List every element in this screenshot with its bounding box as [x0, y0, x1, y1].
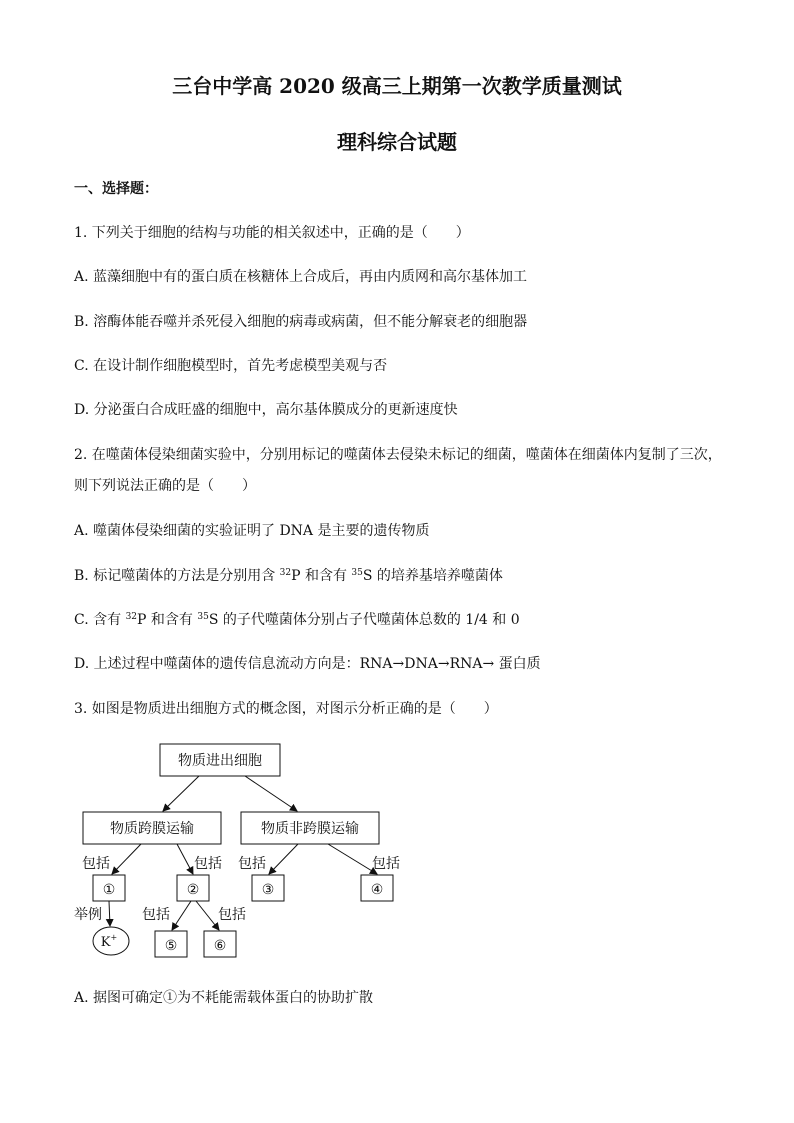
include-label-3: 包括	[238, 856, 266, 872]
include-label-5: 包括	[142, 907, 170, 923]
q2-option-c	[74, 609, 520, 629]
node2-label: ②	[186, 882, 200, 898]
node4-label: ④	[370, 882, 384, 898]
arrow-left-n1	[112, 844, 141, 874]
include-label-1: 包括	[82, 856, 110, 872]
left-label: 物质跨膜运输	[110, 821, 194, 837]
q1-option-a: A. 蓝藻细胞中有的蛋白质在核糖体上合成后，再由内质网和高尔基体加工	[74, 269, 528, 285]
q2-c-sup2: 35	[197, 612, 209, 622]
ion-label	[101, 933, 117, 950]
q2-c-text2: P 和含有	[137, 612, 198, 628]
q1-stem: 1. 下列关于细胞的结构与功能的相关叙述中，正确的是（ ）	[74, 225, 470, 241]
q2-b-sup1: 32	[279, 568, 292, 578]
q1-option-b: B. 溶酶体能吞噬并杀死侵入细胞的病毒或病菌，但不能分解衰老的细胞器	[74, 314, 528, 330]
arrow-right-n3	[269, 844, 298, 874]
arrow-left-n2	[177, 844, 193, 874]
root-label: 物质进出细胞	[178, 753, 262, 769]
exam-title: 三台中学高 2020 级高三上期第一次教学质量测试	[172, 74, 622, 98]
ion-sup: +	[110, 933, 118, 942]
q2-stem-line1: 2. 在噬菌体侵染细菌实验中，分别用标记的噬菌体去侵染未标记的细菌，噬菌体在细菌体内复制了三次，	[74, 447, 722, 463]
right-label: 物质非跨膜运输	[261, 821, 359, 837]
q2-b-text3: S 的培养基培养噬菌体	[362, 568, 503, 584]
q2-c-text1: C. 含有	[74, 612, 126, 628]
q2-b-text2: P 和含有	[291, 568, 352, 584]
include-label-6: 包括	[218, 907, 246, 923]
include-label-2: 包括	[194, 856, 222, 872]
q2-b-text1: B. 标记噬菌体的方法是分别用含	[74, 568, 280, 584]
q2-c-text3: S 的子代噬菌体分别占子代噬菌体总数的 1/4 和 0	[208, 612, 520, 628]
diagram-boxes	[83, 744, 393, 957]
q2-option-d: D. 上述过程中噬菌体的遗传信息流动方向是：RNA→DNA→RNA→ 蛋白质	[74, 656, 541, 672]
q2-c-sup1: 32	[125, 612, 138, 622]
node3-label: ③	[261, 882, 275, 898]
arrow-root-left	[163, 776, 199, 811]
q2-option-b	[74, 565, 503, 585]
node5-label: ⑤	[164, 938, 178, 954]
arrow-root-right	[245, 776, 297, 811]
arrow-n2-n5	[172, 901, 191, 930]
concept-diagram	[66, 736, 406, 966]
exam-subtitle: 理科综合试题	[337, 130, 457, 154]
q3-option-a: A. 据图可确定①为不耗能需载体蛋白的协助扩散	[74, 990, 374, 1006]
node1-label: ①	[102, 882, 116, 898]
q2-option-a: A. 噬菌体侵染细菌的实验证明了 DNA 是主要的遗传物质	[74, 523, 430, 539]
ion-base: K	[100, 935, 111, 950]
example-label: 举例	[74, 907, 102, 923]
q2-stem-line2: 则下列说法正确的是（ ）	[74, 478, 256, 494]
arrow-right-n4	[328, 844, 377, 874]
q3-stem: 3. 如图是物质进出细胞方式的概念图，对图示分析正确的是（ ）	[74, 701, 498, 717]
include-label-4: 包括	[372, 856, 400, 872]
q1-option-d: D. 分泌蛋白合成旺盛的细胞中，高尔基体膜成分的更新速度快	[74, 402, 458, 418]
node6-label: ⑥	[213, 938, 227, 954]
section-heading: 一、选择题：	[74, 181, 158, 197]
arrow-n1-ion	[109, 901, 110, 926]
q1-option-c: C. 在设计制作细胞模型时，首先考虑模型美观与否	[74, 358, 388, 374]
q2-b-sup2: 35	[351, 568, 363, 578]
arrow-n2-n6	[196, 901, 219, 930]
